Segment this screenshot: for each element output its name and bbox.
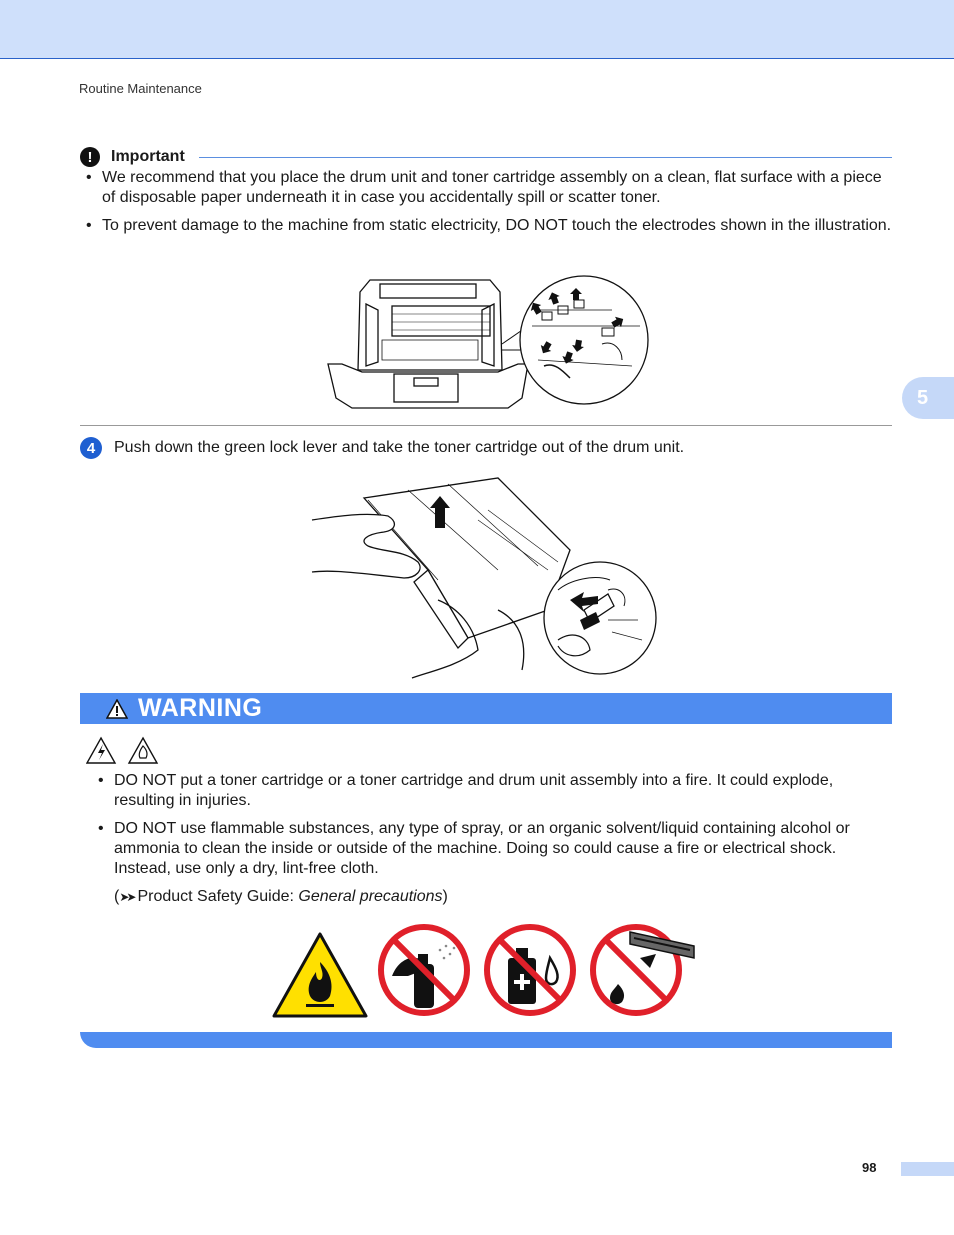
step-text: Push down the green lock lever and take the toner cartridge out of the drum unit.: [114, 439, 685, 456]
warning-triangle-icon: [106, 699, 128, 719]
running-head: Routine Maintenance: [79, 81, 202, 96]
warning-end-bar: [80, 1032, 892, 1048]
important-rule: [199, 157, 892, 158]
chapter-tab: [902, 377, 954, 419]
warning-pictograms: [272, 918, 702, 1020]
important-end-rule: [80, 425, 892, 426]
top-band: [0, 0, 954, 59]
no-fire-disposal-icon: [593, 927, 694, 1013]
reference-title: General precautions: [298, 888, 443, 905]
reference-open-paren: (: [114, 888, 120, 905]
warning-list: [92, 771, 892, 887]
electrical-hazard-icon: [87, 738, 115, 763]
important-item: • We recommend that you place the drum unit and toner cartridge assembly on a clean, flat surface with a piece of disposable paper underneath it in case you accidentally spill or scatter toner.: [80, 168, 892, 208]
important-list: [80, 168, 892, 244]
machine-electrodes-illustration: [322, 270, 652, 412]
double-arrow-icon: ➤➤: [119, 890, 134, 904]
chapter-number: 5: [917, 386, 929, 409]
no-flammable-liquid-icon: [487, 927, 573, 1013]
exclamation-circle-icon: !: [80, 147, 100, 167]
step-4: [80, 436, 892, 460]
warning-title: WARNING: [138, 694, 263, 722]
important-item: • To prevent damage to the machine from static electricity, DO NOT touch the electrodes shown in the illustration.: [80, 216, 892, 236]
important-label: Important: [111, 148, 185, 165]
important-heading: [80, 146, 892, 168]
step-number-badge: 4: [80, 437, 102, 459]
warning-item: • DO NOT use flammable substances, any type of spray, or an organic solvent/liquid containing alcohol or ammonia to clean the inside or outside of the machine. Doing so could cause a fire or electrical shock. Instead, use only a dry, lint-free cloth.: [92, 819, 892, 879]
page-number: 98: [862, 1160, 877, 1175]
no-spray-icon: [381, 927, 467, 1013]
safety-guide-reference: [114, 888, 448, 906]
warning-item: • DO NOT put a toner cartridge or a toner cartridge and drum unit assembly into a fire. It could explode, resulting in injuries.: [92, 771, 892, 811]
fire-hazard-icon: [129, 738, 157, 763]
hazard-symbols-row: [86, 736, 162, 766]
warning-banner: [80, 693, 892, 724]
reference-prefix: Product Safety Guide:: [137, 888, 299, 905]
toner-removal-illustration: [308, 470, 660, 680]
page-tab: [901, 1162, 954, 1176]
fire-warning-icon: [274, 934, 366, 1016]
reference-close-paren: ): [442, 888, 448, 905]
